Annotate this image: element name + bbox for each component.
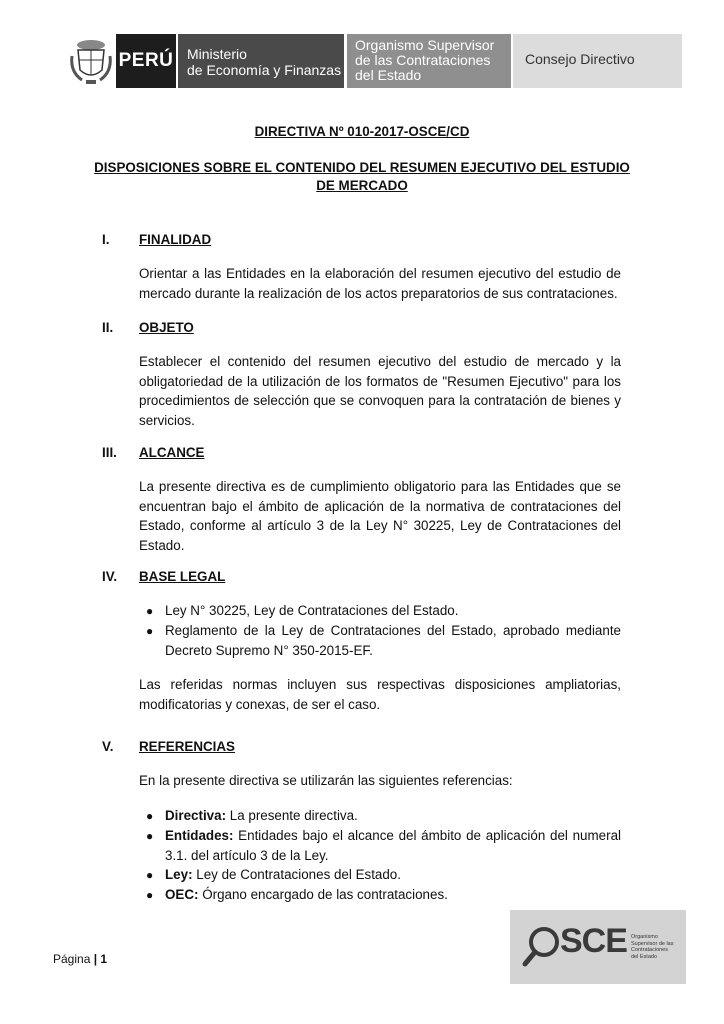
definition-item xyxy=(165,865,621,885)
bullet-icon: ● xyxy=(146,604,154,618)
definition-term: Ley: xyxy=(165,867,193,882)
definition-term: OEC: xyxy=(165,887,199,902)
list-item: Ley N° 30225, Ley de Contrataciones del Estado. xyxy=(165,603,459,618)
bullet-icon: ● xyxy=(146,624,154,638)
definition-text: Entidades bajo el alcance del ámbito de aplicación del numeral 3.1. del artículo 3 de la Ley. xyxy=(165,828,621,863)
page-number: 1 xyxy=(100,952,108,966)
definition-item xyxy=(165,885,621,905)
definition-term: Entidades: xyxy=(165,828,234,843)
definition-text: Órgano encargado de las contrataciones. xyxy=(198,887,448,902)
section-paragraph-base-legal: Las referidas normas incluyen sus respectivas disposiciones ampliatorias, modificatorias y conexas, de ser el caso. xyxy=(139,677,621,712)
osce-logo-word: SCE xyxy=(560,922,627,960)
section-number: IV. xyxy=(102,569,118,584)
ministry-line-2: de Economía y Finanzas xyxy=(187,62,342,78)
section-paragraph-objeto: Establecer el contenido del resumen ejecutivo del estudio de mercado y la obligatoriedad de la utilización de los formatos de "Resumen Ejecutivo" para los procedimientos de selección que se convoquen para la contratación de bienes y servicios. xyxy=(139,354,621,428)
bullet-icon: ● xyxy=(146,888,154,902)
osce-line-3: del Estado xyxy=(355,67,422,83)
document-title-line-2: DE MERCADO xyxy=(316,178,408,193)
ministry-label xyxy=(178,34,344,88)
logo-sub-line: Contrataciones xyxy=(631,947,668,953)
section-paragraph-finalidad: Orientar a las Entidades en la elaboración del resumen ejecutivo del estudio de mercado durante la realización de los actos preparatorios de sus contrataciones. xyxy=(139,266,621,301)
definition-term: Directiva: xyxy=(165,808,227,823)
document-title-line-1: DISPOSICIONES SOBRE EL CONTENIDO DEL RESUMEN EJECUTIVO DEL ESTUDIO xyxy=(94,160,630,175)
section-title-base-legal: BASE LEGAL xyxy=(139,569,226,584)
section-title-alcance: ALCANCE xyxy=(139,445,205,460)
section-paragraph-referencias: En la presente directiva se utilizarán las siguientes referencias: xyxy=(139,773,513,788)
logo-sub-line: del Estado xyxy=(631,953,657,960)
definition-text: La presente directiva. xyxy=(226,808,358,823)
section-number: I. xyxy=(102,232,110,247)
peru-label: PERÚ xyxy=(116,34,176,88)
coat-of-arms-icon xyxy=(68,36,114,86)
osce-line-2: de las Contrataciones xyxy=(355,52,491,68)
list-item: Reglamento de la Ley de Contrataciones del Estado, aprobado mediante Decreto Supremo N° 350-2015-EF. xyxy=(165,623,621,658)
ministry-line-1: Ministerio xyxy=(187,46,247,62)
bullet-icon: ● xyxy=(146,868,154,882)
page-footer xyxy=(53,952,107,966)
definition-item xyxy=(165,826,621,865)
section-title-objeto: OBJETO xyxy=(139,320,194,335)
osce-label xyxy=(347,34,511,88)
osce-logo-subtitle xyxy=(631,934,683,960)
consejo-directivo-label: Consejo Directivo xyxy=(513,34,682,88)
bullet-icon: ● xyxy=(146,809,154,823)
section-number: V. xyxy=(102,739,114,754)
logo-sub-line: Supervisor de las xyxy=(631,940,674,947)
osce-line-1: Organismo Supervisor xyxy=(355,37,495,53)
definition-text: Ley de Contrataciones del Estado. xyxy=(192,867,401,882)
section-number: II. xyxy=(102,320,114,335)
page-separator: | xyxy=(93,952,98,966)
magnifier-icon xyxy=(522,924,562,968)
section-title-referencias: REFERENCIAS xyxy=(139,739,235,754)
logo-sub-line: Organismo xyxy=(631,934,658,940)
section-number: III. xyxy=(102,445,117,460)
directive-number: DIRECTIVA Nº 010-2017-OSCE/CD xyxy=(254,124,470,139)
bullet-icon: ● xyxy=(146,829,154,843)
section-title-finalidad: FINALIDAD xyxy=(139,232,212,247)
page-label: Página xyxy=(53,952,91,966)
section-paragraph-alcance: La presente directiva es de cumplimiento obligatorio para las Entidades que se encuentran bajo el ámbito de aplicación de la normativa de contrataciones del Estado, conforme al artículo 3 de la Ley N° 30225, Ley de Contrataciones del Estado. xyxy=(139,479,621,553)
definition-item xyxy=(165,806,621,826)
